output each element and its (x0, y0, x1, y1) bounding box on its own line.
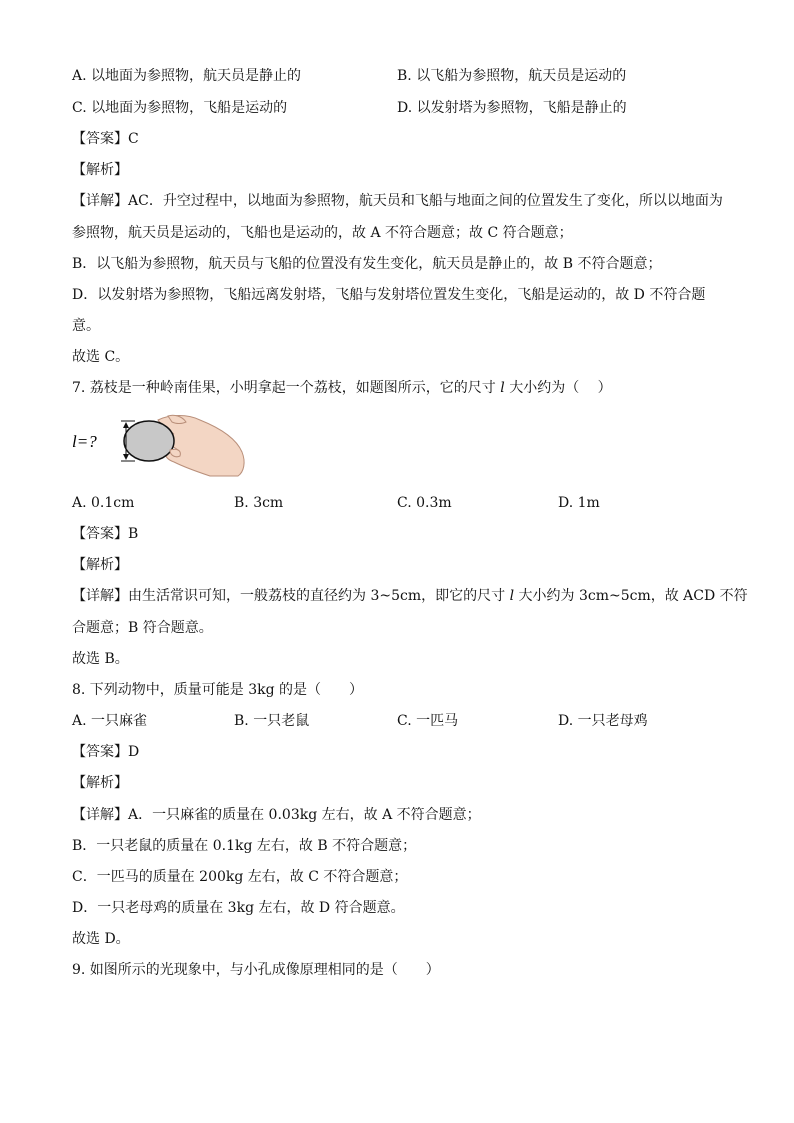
q7-stem (72, 379, 612, 397)
dimension-arrow-down (123, 454, 129, 460)
q6-detail-line-5: 意。 (72, 318, 100, 334)
q8-option-c: C. 一匹马 (397, 713, 459, 729)
lychee-hand-figure (70, 410, 250, 482)
q8-detail-line-3: C．一匹马的质量在 200kg 左右，故 C 不符合题意； (72, 869, 408, 885)
q8-stem: 8. 下列动物中，质量可能是 3kg 的是（ ） (72, 682, 364, 698)
q8-option-b: B. 一只老鼠 (234, 713, 310, 729)
q7-option-a: A. 0.1cm (72, 495, 135, 511)
q6-option-c: C. 以地面为参照物，飞船是运动的 (72, 100, 288, 116)
figure-label-l: l=? (72, 432, 97, 451)
q6-choose: 故选 C。 (72, 349, 130, 365)
q7-answer: 【答案】B (72, 526, 139, 542)
q7-detail-line-1 (72, 587, 748, 605)
q7-option-b: B. 3cm (234, 495, 284, 511)
q6-option-b: B. 以飞船为参照物，航天员是运动的 (397, 68, 627, 84)
q7-option-c: C. 0.3m (397, 495, 452, 511)
q8-detail-line-2: B．一只老鼠的质量在 0.1kg 左右，故 B 不符合题意； (72, 838, 417, 854)
q6-option-a: A. 以地面为参照物，航天员是静止的 (72, 68, 302, 84)
q8-detail-line-4: D．一只老母鸡的质量在 3kg 左右，故 D 符合题意。 (72, 900, 405, 916)
q7-analysis-heading: 【解析】 (72, 557, 128, 573)
q7-choose: 故选 B。 (72, 651, 129, 667)
q7-detail-text-1: 【详解】由生活常识可知，一般荔枝的直径约为 3~5cm，即它的尺寸 (72, 588, 510, 604)
q6-detail-line-3: B．以飞船为参照物，航天员与飞船的位置没有发生变化，航天员是静止的，故 B 不符合题意； (72, 256, 662, 272)
q9-stem: 9. 如图所示的光现象中，与小孔成像原理相同的是（ ） (72, 962, 440, 978)
q8-detail-line-1: 【详解】A．一只麻雀的质量在 0.03kg 左右，故 A 不符合题意； (72, 807, 481, 823)
q8-choose: 故选 D。 (72, 931, 130, 947)
dimension-arrow-up (123, 422, 129, 428)
q7-detail-text-2: 大小约为 3cm~5cm，故 ACD 不符 (514, 588, 748, 604)
q7-detail-line-2: 合题意；B 符合题意。 (72, 620, 213, 636)
q8-option-a: A. 一只麻雀 (72, 713, 148, 729)
q8-option-d: D. 一只老母鸡 (558, 713, 648, 729)
q8-analysis-heading: 【解析】 (72, 775, 128, 791)
q8-answer: 【答案】D (72, 744, 140, 760)
q7-stem-variable: l (500, 380, 505, 396)
q7-detail-variable: l (509, 588, 515, 604)
q6-detail-line-4: D．以发射塔为参照物，飞船远离发射塔，飞船与发射塔位置发生变化，飞船是运动的，故 D 不符合题 (72, 287, 706, 303)
q6-detail-line-1: 【详解】AC．升空过程中，以地面为参照物，航天员和飞船与地面之间的位置发生了变化，所以以地面为 (72, 193, 723, 209)
q6-detail-line-2: 参照物，航天员是运动的，飞船也是运动的，故 A 不符合题意；故 C 符合题意； (72, 225, 573, 241)
q7-option-d: D. 1m (558, 495, 600, 511)
q7-stem-text-1: 7. 荔枝是一种岭南佳果，小明拿起一个荔枝，如题图所示，它的尺寸 (72, 380, 501, 396)
q6-option-d: D. 以发射塔为参照物，飞船是静止的 (397, 100, 627, 116)
q6-analysis-heading: 【解析】 (72, 162, 128, 178)
lychee-ellipse (124, 421, 174, 461)
q6-answer: 【答案】C (72, 131, 139, 147)
q7-stem-text-2: 大小约为（ ） (504, 380, 612, 396)
